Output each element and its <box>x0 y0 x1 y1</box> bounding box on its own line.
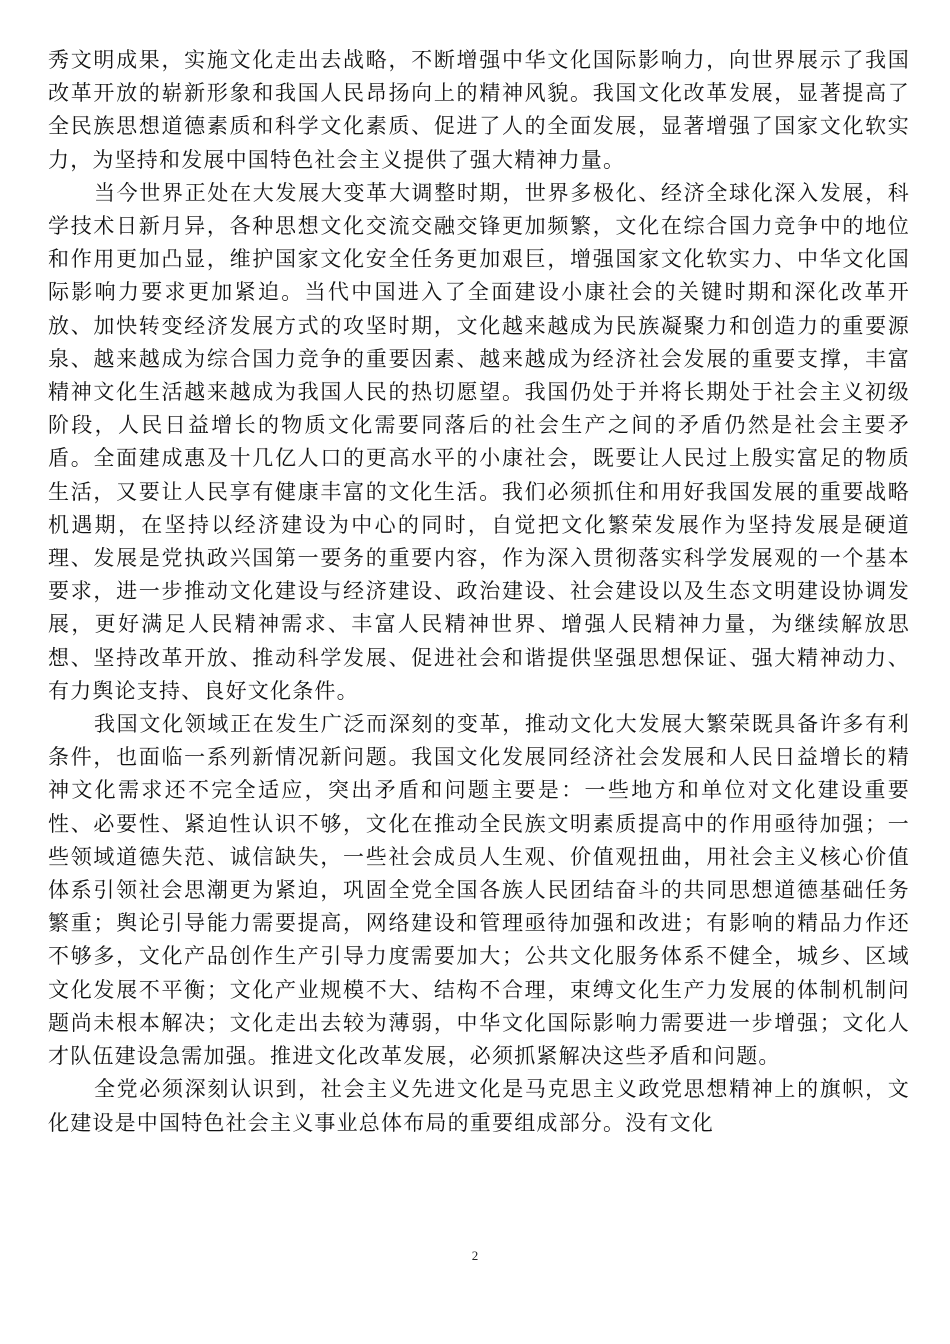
paragraph-3: 我国文化领域正在发生广泛而深刻的变革，推动文化大发展大繁荣既具备许多有利条件，也面临一系列新情况新问题。我国文化发展同经济社会发展和人民日益增长的精神文化需求还不完全适应，突出矛盾和问题主要是：一些地方和单位对文化建设重要性、必要性、紧迫性认识不够，文化在推动全民族文明素质提高中的作用亟待加强；一些领域道德失范、诚信缺失，一些社会成员人生观、价值观扭曲，用社会主义核心价值体系引领社会思潮更为紧迫，巩固全党全国各族人民团结奋斗的共同思想道德基础任务繁重；舆论引导能力需要提高，网络建设和管理亟待加强和改进；有影响的精品力作还不够多，文化产品创作生产引导力度需要加大；公共文化服务体系不健全，城乡、区域文化发展不平衡；文化产业规模不大、结构不合理，束缚文化生产力发展的体制机制问题尚未根本解决；文化走出去较为薄弱，中华文化国际影响力需要进一步增强；文化人才队伍建设急需加强。推进文化改革发展，必须抓紧解决这些矛盾和问题。 <box>48 712 910 1069</box>
paragraph-1: 秀文明成果，实施文化走出去战略，不断增强中华文化国际影响力，向世界展示了我国改革开放的崭新形象和我国人民昂扬向上的精神风貌。我国文化改革发展，显著提高了全民族思想道德素质和科学文化素质、促进了人的全面发展，显著增强了国家文化软实力，为坚持和发展中国特色社会主义提供了强大精神力量。 <box>48 48 910 172</box>
paragraph-2: 当今世界正处在大发展大变革大调整时期，世界多极化、经济全球化深入发展，科学技术日新月异，各种思想文化交流交融交锋更加频繁，文化在综合国力竞争中的地位和作用更加凸显，维护国家文化安全任务更加艰巨，增强国家文化软实力、中华文化国际影响力要求更加紧迫。当代中国进入了全面建设小康社会的关键时期和深化改革开放、加快转变经济发展方式的攻坚时期，文化越来越成为民族凝聚力和创造力的重要源泉、越来越成为综合国力竞争的重要因素、越来越成为经济社会发展的重要支撑，丰富精神文化生活越来越成为我国人民的热切愿望。我国仍处于并将长期处于社会主义初级阶段，人民日益增长的物质文化需要同落后的社会生产之间的矛盾仍然是社会主要矛盾。全面建成惠及十几亿人口的更高水平的小康社会，既要让人民过上殷实富足的物质生活，又要让人民享有健康丰富的文化生活。我们必须抓住和用好我国发展的重要战略机遇期，在坚持以经济建设为中心的同时，自觉把文化繁荣发展作为坚持发展是硬道理、发展是党执政兴国第一要务的重要内容，作为深入贯彻落实科学发展观的一个基本要求，进一步推动文化建设与经济建设、政治建设、社会建设以及生态文明建设协调发展，更好满足人民精神需求、丰富人民精神世界、增强人民精神力量，为继续解放思想、坚持改革开放、推动科学发展、促进社会和谐提供坚强思想保证、强大精神动力、有力舆论支持、良好文化条件。 <box>48 180 910 703</box>
document-page <box>48 44 910 1140</box>
paragraph-4: 全党必须深刻认识到，社会主义先进文化是马克思主义政党思想精神上的旗帜，文化建设是中国特色社会主义事业总体布局的重要组成部分。没有文化 <box>48 1077 910 1135</box>
page-number: 2 <box>471 1248 479 1263</box>
